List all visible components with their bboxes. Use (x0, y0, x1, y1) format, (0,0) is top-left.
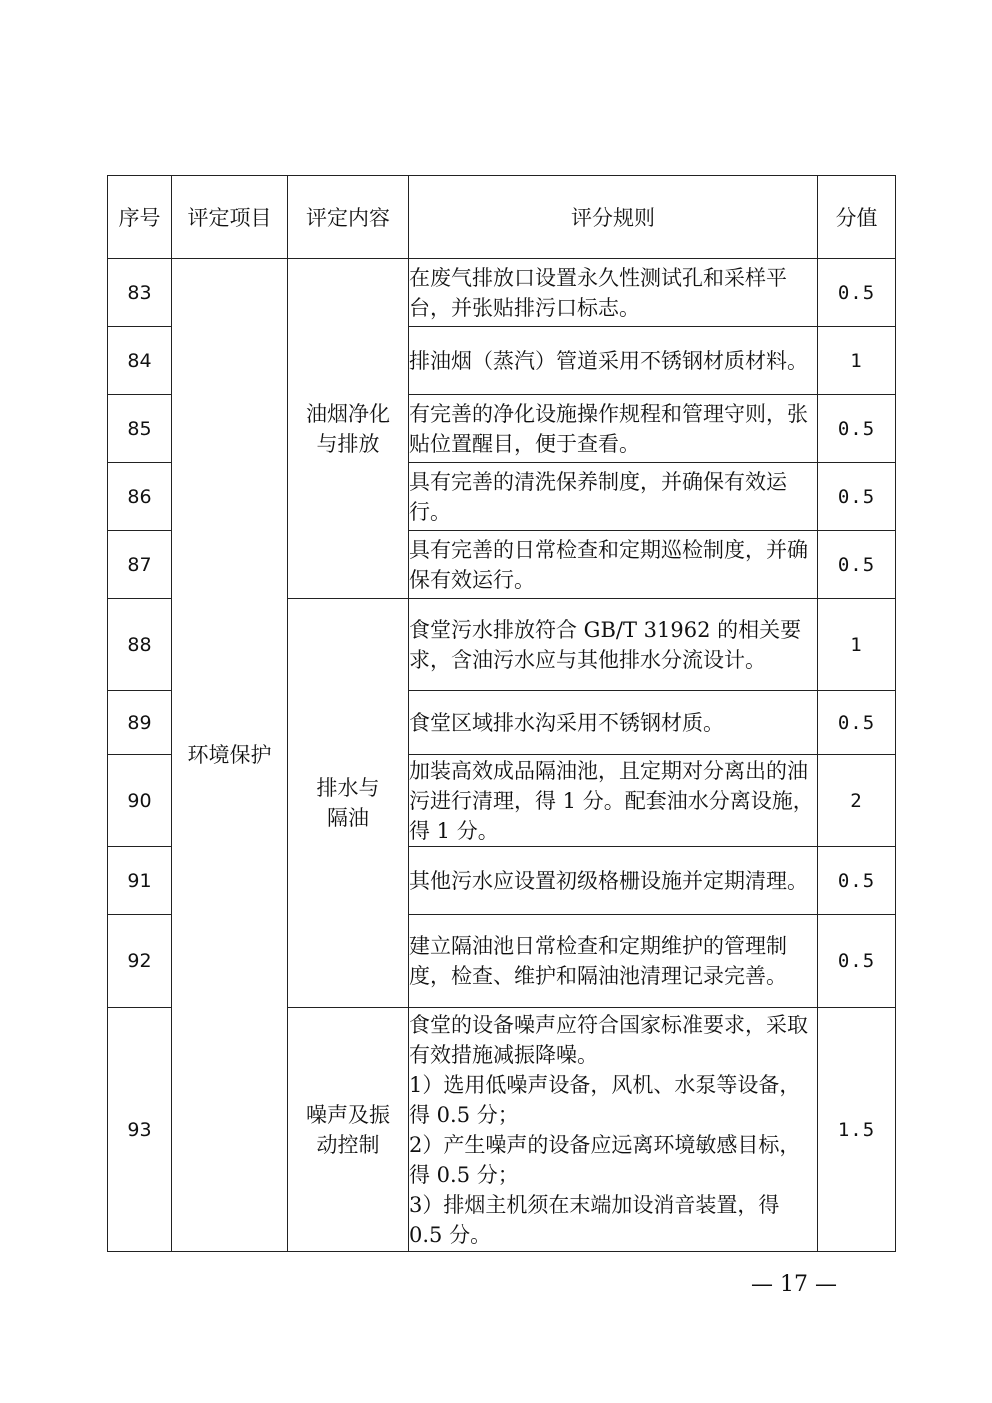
score-cell: 2 (818, 755, 896, 847)
row-number: 85 (108, 395, 172, 463)
rule-line: 食堂的设备噪声应符合国家标准要求，采取有效措施减振降噪。 (409, 1012, 808, 1067)
row-number: 92 (108, 915, 172, 1008)
rule-cell: 具有完善的清洗保养制度，并确保有效运行。 (409, 463, 818, 531)
content-label: 噪声及振动控制 (306, 1102, 390, 1157)
header-number: 序号 (108, 176, 172, 259)
rule-cell: 建立隔油池日常检查和定期维护的管理制度，检查、维护和隔油池清理记录完善。 (409, 915, 818, 1008)
row-number: 90 (108, 755, 172, 847)
rule-cell: 其他污水应设置初级格栅设施并定期清理。 (409, 847, 818, 915)
rule-cell: 有完善的净化设施操作规程和管理守则，张贴位置醒目，便于查看。 (409, 395, 818, 463)
rule-cell: 食堂区域排水沟采用不锈钢材质。 (409, 691, 818, 755)
score-cell: 0.5 (818, 259, 896, 327)
score-cell: 0.5 (818, 915, 896, 1008)
row-number: 84 (108, 327, 172, 395)
row-number: 93 (108, 1008, 172, 1252)
header-row (108, 176, 896, 259)
page-number: — 17 — (751, 1272, 837, 1297)
rule-line: 3）排烟主机须在末端加设消音装置，得 0.5 分。 (409, 1192, 780, 1247)
rule-cell: 食堂污水排放符合 GB/T 31962 的相关要求，含油污水应与其他排水分流设计。 (409, 599, 818, 691)
score-cell: 0.5 (818, 463, 896, 531)
row-number: 86 (108, 463, 172, 531)
header-score: 分值 (818, 176, 896, 259)
content-label: 油烟净化与排放 (306, 401, 390, 456)
row-number: 83 (108, 259, 172, 327)
content-cell (288, 259, 409, 599)
row-number: 88 (108, 599, 172, 691)
item-cell: 环境保护 (172, 259, 288, 1252)
score-cell: 1.5 (818, 1008, 896, 1252)
header-content: 评定内容 (288, 176, 409, 259)
score-cell: 0.5 (818, 847, 896, 915)
score-cell: 0.5 (818, 395, 896, 463)
rule-cell: 加装高效成品隔油池，且定期对分离出的油污进行清理，得 1 分。配套油水分离设施，得 1 分。 (409, 755, 818, 847)
score-cell: 1 (818, 327, 896, 395)
table-row (108, 259, 896, 327)
content-cell (288, 1008, 409, 1252)
content-cell (288, 599, 409, 1008)
rule-line: 1）选用低噪声设备，风机、水泵等设备，得 0.5 分； (409, 1072, 801, 1127)
row-number: 89 (108, 691, 172, 755)
score-cell: 0.5 (818, 691, 896, 755)
rule-cell (409, 1008, 818, 1252)
rule-cell: 具有完善的日常检查和定期巡检制度，并确保有效运行。 (409, 531, 818, 599)
header-rule: 评分规则 (409, 176, 818, 259)
row-number: 87 (108, 531, 172, 599)
header-item: 评定项目 (172, 176, 288, 259)
score-cell: 0.5 (818, 531, 896, 599)
content-label: 排水与隔油 (316, 776, 380, 830)
rule-line: 2）产生噪声的设备应远离环境敏感目标，得 0.5 分； (409, 1132, 801, 1187)
score-cell: 1 (818, 599, 896, 691)
row-number: 91 (108, 847, 172, 915)
rule-cell: 在废气排放口设置永久性测试孔和采样平台，并张贴排污口标志。 (409, 259, 818, 327)
rule-cell: 排油烟（蒸汽）管道采用不锈钢材质材料。 (409, 327, 818, 395)
score-table (107, 175, 896, 1252)
